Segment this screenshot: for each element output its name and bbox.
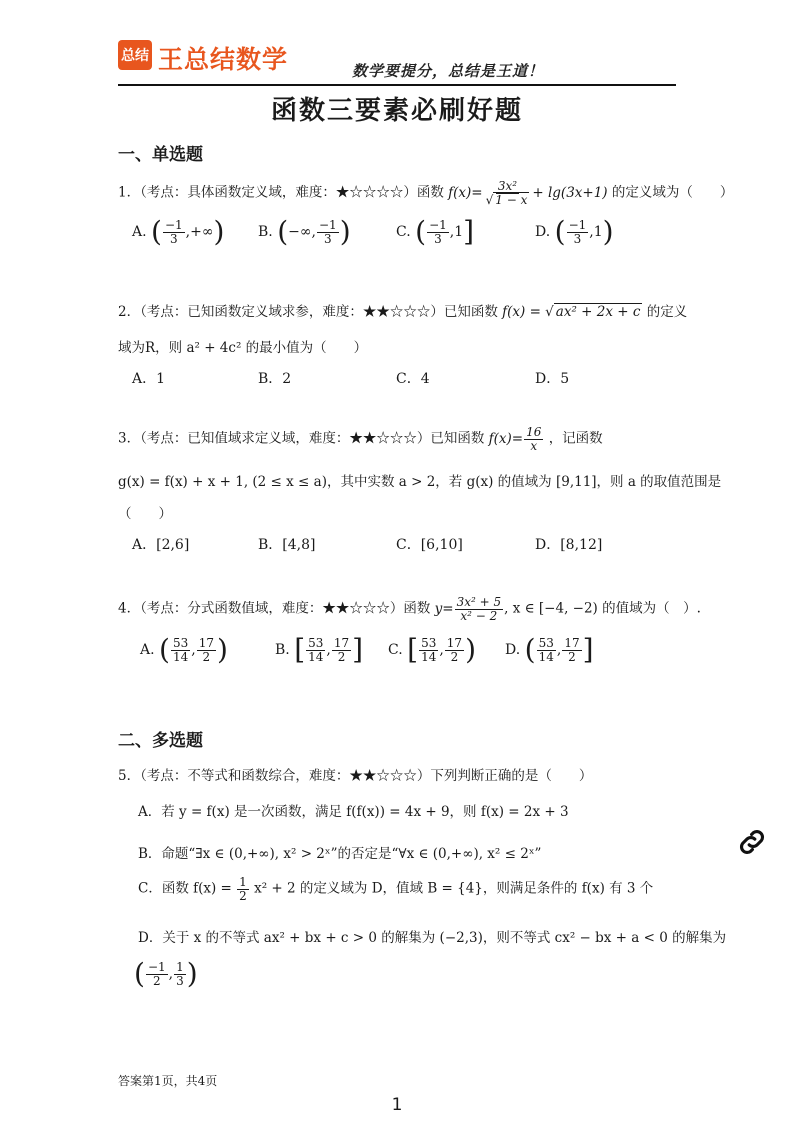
- q4-formula: y= $\frac{\text{3x² + 5}}{\text{x² − 2}}$: [434, 595, 502, 623]
- q2-option-d[interactable]: D．5: [535, 371, 570, 387]
- q2-option-c[interactable]: C．4: [396, 371, 430, 387]
- page-footer: 答案第1页，共4页: [118, 1074, 218, 1088]
- q3-formula: f(x)= $\frac{16}{x}$: [488, 425, 542, 453]
- q4-option-b[interactable]: B. [ $\frac{53}{14}$ , $\frac{17}{2}$ ]: [275, 633, 364, 666]
- q5-d-answer-interval: ( $\frac{-1}{2}$ , $\frac{1}{3}$ ): [134, 957, 198, 990]
- q4-tail: , x ∈ [−4, −2) 的值域为（ ）.: [504, 600, 701, 617]
- question-1: [118, 180, 733, 206]
- q2-line2: 域为R，则 a² + 4c² 的最小值为（ ）: [118, 340, 368, 356]
- q3-line2: g(x) = f(x) + x + 1, (2 ≤ x ≤ a)，其中实数 a > 2，若 g(x) 的值域为 [9,11]，则 a 的取值范围是: [118, 474, 722, 490]
- question-2: [118, 300, 687, 320]
- q3-option-b[interactable]: B．[4,8]: [258, 537, 316, 553]
- q1-option-c[interactable]: C. ( $\frac{-1}{3}$ ,1]: [396, 215, 475, 248]
- q2-head: 2．（考点：已知函数定义域求参，难度：★★☆☆☆）已知函数: [118, 304, 498, 320]
- q1-option-b[interactable]: B. (−∞, $\frac{-1}{3}$ ): [258, 215, 351, 248]
- question-3: [118, 426, 603, 452]
- slogan: 数学要提分，总结是王道！: [352, 62, 545, 80]
- q3-option-c[interactable]: C．[6,10]: [396, 537, 463, 553]
- q4-option-d[interactable]: D. ( $\frac{53}{14}$ , $\frac{17}{2}$ ]: [505, 633, 594, 666]
- q5-option-b[interactable]: B．命题“∃x ∈ (0,+∞), x² > 2ˣ”的否定是“∀x ∈ (0,+∞), x² ≤ 2ˣ”: [138, 846, 542, 862]
- brand-name: 王总结数学: [158, 45, 289, 74]
- logo-text: 总结: [121, 48, 149, 64]
- link-icon[interactable]: [735, 825, 769, 859]
- q5-c-head: C．函数 f(x) =: [138, 880, 232, 897]
- q5-option-c[interactable]: C．函数 f(x) = $\frac{1}{2}$ x² + 2 的定义域为 D，值域 B = {4}，则满足条件的 f(x) 有 3 个: [138, 875, 654, 903]
- q4-option-c[interactable]: C. [ $\frac{53}{14}$ , $\frac{17}{2}$ ): [388, 633, 477, 666]
- q1-option-d[interactable]: D. ( $\frac{-1}{3}$ ,1): [535, 215, 614, 248]
- q1-tail: 的定义域为（ ）: [611, 184, 734, 201]
- section-single-choice: 一、单选题: [118, 145, 203, 165]
- section-multi-choice: 二、多选题: [118, 731, 203, 751]
- q3-option-d[interactable]: D．[8,12]: [535, 537, 603, 553]
- q4-option-a[interactable]: A. ( $\frac{53}{14}$ , $\frac{17}{2}$ ): [140, 633, 228, 666]
- q1-head: 1．（考点：具体函数定义域，难度：★☆☆☆☆）函数: [118, 184, 444, 201]
- page-number: 1: [391, 1095, 403, 1115]
- q3-line3: （ ）: [118, 506, 172, 522]
- q5-c-tail: x² + 2 的定义域为 D，值域 B = {4}，则满足条件的 f(x) 有 3 个: [254, 880, 654, 897]
- q3-head: 3．（考点：已知值域求定义域，难度：★★☆☆☆）已知函数: [118, 430, 485, 447]
- q3-option-a[interactable]: A．[2,6]: [132, 537, 190, 553]
- q5-option-a[interactable]: A．若 y = f(x) 是一次函数，满足 f(f(x)) = 4x + 9，则 f(x) = 2x + 3: [138, 804, 569, 820]
- q1-option-a[interactable]: A. ( $\frac{-1}{3}$ ,+∞): [132, 215, 225, 248]
- q2-option-a[interactable]: A．1: [132, 371, 166, 387]
- question-5: 5．（考点：不等式和函数综合，难度：★★☆☆☆）下列判断正确的是（ ）: [118, 768, 593, 784]
- question-4: [118, 596, 701, 622]
- q2-tail: 的定义: [646, 304, 688, 320]
- logo: [118, 40, 152, 70]
- q3-tail: ，记函数: [548, 430, 603, 447]
- header-divider: [118, 84, 676, 86]
- q2-formula: f(x) = √ ax² + 2x + c: [502, 304, 641, 320]
- q4-head: 4．（考点：分式函数值域，难度：★★☆☆☆）函数: [118, 600, 431, 617]
- q5-option-d[interactable]: D．关于 x 的不等式 ax² + bx + c > 0 的解集为 (−2,3)，则不等式 cx² − bx + a < 0 的解集为: [138, 930, 727, 946]
- page-title: 函数三要素必刷好题: [270, 96, 523, 126]
- q1-formula: f(x)= $\frac{\text{3x²}}{√ 1 - x}$ + lg(3x+1): [448, 179, 608, 207]
- q2-option-b[interactable]: B．2: [258, 371, 292, 387]
